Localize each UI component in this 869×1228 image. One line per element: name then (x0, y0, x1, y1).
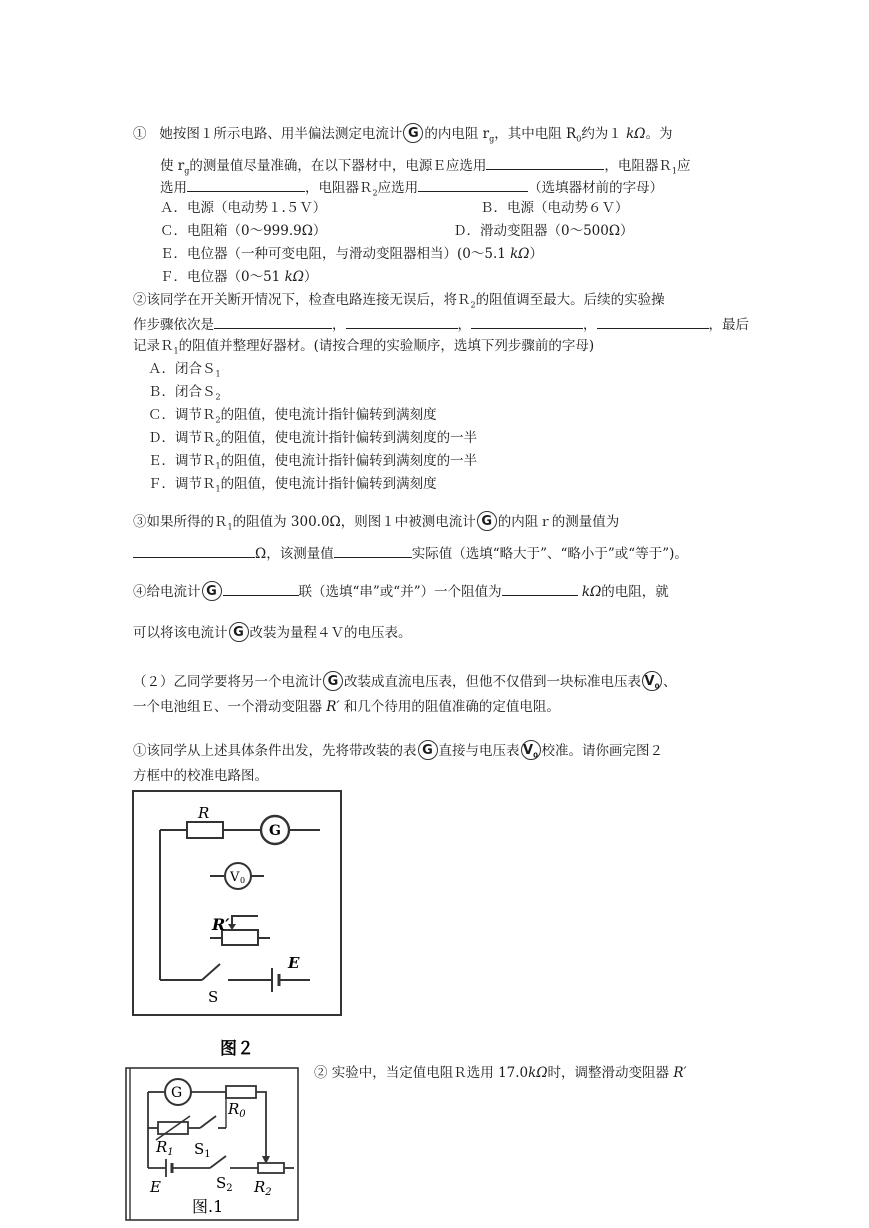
rheostat-label: R′ (212, 915, 230, 934)
step-e: Ｅ．调节Ｒ$_1$的阻值，使电流计指针偏转到满刻度的一半 (148, 453, 478, 471)
step-c: Ｃ．调节Ｒ$_2$的阻值，使电流计指针偏转到满刻度 (148, 407, 437, 425)
step-a: Ａ．闭合Ｓ$_1$ (148, 361, 221, 379)
option-a: Ａ．电源（电动势１.５Ｖ） (160, 200, 327, 216)
galvanometer-icon: G (229, 622, 249, 642)
galvanometer-icon: G (202, 581, 222, 601)
answer-blank-compare[interactable] (334, 543, 412, 558)
figure-2-frame (133, 791, 341, 1015)
switch-s-label: S (208, 988, 219, 1006)
galvanometer-label: G (269, 823, 281, 839)
voltmeter-icon: $V_0$ (642, 671, 662, 691)
resistor-r0-symbol (226, 1086, 256, 1098)
para-1-line-2: 使 $r_g$的测量值尽量准确，在以下器材中，电源Ｅ应选用 ，电阻器Ｒ$_1$应 (160, 155, 690, 181)
switch-s1-label: $S_1$ (194, 1140, 211, 1160)
para-5-line-1: （２）乙同学要将另一个电流计 G 改装成直流电压表，但他不仅借到一块标准电压表 $V_0$ 、 (133, 673, 677, 691)
galvanometer-icon: G (403, 123, 423, 143)
step-b: Ｂ．闭合Ｓ$_2$ (148, 384, 221, 402)
step-d: Ｄ．调节Ｒ$_2$的阻值，使电流计指针偏转到满刻度的一半 (148, 430, 478, 448)
para-1-line-3: 选用 ，电阻器Ｒ$_2$应选用 （选填器材前的字母） (160, 177, 663, 203)
resistor-r-label: R (198, 804, 210, 822)
para-6-line-2: 方框中的校准电路图。 (133, 768, 268, 784)
answer-blank-step-2[interactable] (346, 314, 458, 329)
figure-1-caption: 图.1 (192, 1197, 224, 1216)
galvanometer-icon: G (323, 671, 343, 691)
para-3-line-1: ③如果所得的Ｒ$_1$的阻值为 300.0Ω，则图１中被测电流计 G 的内阻ｒ的测量值为 (133, 513, 619, 537)
switch-s2-symbol (210, 1156, 226, 1168)
switch-s1-symbol (200, 1116, 216, 1128)
answer-blank-step-3[interactable] (471, 314, 583, 329)
answer-blank-step-1[interactable] (214, 314, 332, 329)
voltmeter-subscript: 0 (240, 876, 246, 885)
voltmeter-icon: $V_0$ (521, 740, 541, 760)
answer-blank-r1[interactable] (187, 177, 305, 192)
para-5-line-2: 一个电池组Ｅ、一个滑动变阻器 R′ 和几个待用的阻值准确的定值电阻。 (133, 699, 560, 715)
galvanometer-label: G (171, 1085, 183, 1101)
para-2-line-2: 作步骤依次是 ， ， ， ，最后 (133, 314, 749, 334)
answer-blank-power[interactable] (486, 155, 604, 170)
step-f: Ｆ．调节Ｒ$_1$的阻值，使电流计指针偏转到满刻度 (148, 476, 437, 494)
answer-blank-r2[interactable] (418, 177, 528, 192)
voltmeter-label: V (230, 870, 240, 885)
answer-blank-value[interactable] (502, 581, 578, 596)
para-2-line-1: ②该同学在开关断开情况下，检查电路连接无误后，将Ｒ$_2$的阻值调至最大。后续的实验操 (133, 292, 665, 310)
option-f: Ｆ．电位器（0～51 kΩ） (160, 269, 318, 285)
figure-2-calibration-circuit (132, 790, 346, 1060)
item-number: ① (133, 126, 147, 142)
option-d: Ｄ．滑动变阻器（0～500Ω） (453, 223, 634, 239)
resistor-r2-label: $R_2$ (254, 1178, 272, 1198)
battery-e-label: E (288, 954, 300, 972)
para-2-line-3: 记录Ｒ$_1$的阻值并整理好器材。(请按合理的实验顺序，选填下列步骤前的字母) (133, 338, 595, 356)
option-b: Ｂ．电源（电动势６Ｖ） (480, 200, 629, 216)
resistor-r1-label: $R_1$ (156, 1138, 174, 1158)
para-4-line-1: ④给电流计 G 联（选填“串”或“并”）一个阻值为 kΩ的电阻，就 (133, 581, 669, 601)
answer-blank-resistance[interactable] (133, 543, 255, 558)
galvanometer-icon: G (418, 740, 438, 760)
para-3-line-2: Ω，该测量值 实际值（选填“略大于”、“略小于”或“等于”)。 (133, 543, 688, 563)
galvanometer-icon: G (477, 511, 497, 531)
para-4-line-2: 可以将该电流计 G 改装为量程４Ｖ的电压表。 (133, 624, 412, 642)
figure-1-half-deflection-circuit (122, 1066, 302, 1224)
para-1-line-1: ① 她按图１所示电路、用半偏法测定电流计 G 的内电阻 $r_g$，其中电阻 $R_0$约为１ kΩ。为 (133, 125, 672, 149)
resistor-r2-symbol (258, 1163, 284, 1173)
resistor-r0-label: $R_0$ (228, 1100, 246, 1120)
para-6-line-1: ①该同学从上述具体条件出发，先将带改装的表 G 直接与电压表 $V_0$ 校准。请你画完图２ (133, 742, 663, 760)
switch-s-symbol (202, 964, 220, 980)
option-e: Ｅ．电位器（一种可变电阻，与滑动变阻器相当）(0～5.1 kΩ） (160, 246, 543, 262)
answer-blank-connection[interactable] (223, 581, 299, 596)
para-7-line-1: ② 实验中，当定值电阻Ｒ选用 17.0kΩ时，调整滑动变阻器 R′ (314, 1065, 687, 1081)
figure-2-caption: 图２ (220, 1039, 254, 1059)
answer-blank-step-4[interactable] (597, 314, 709, 329)
battery-e-label: E (150, 1178, 161, 1196)
switch-s2-label: $S_2$ (216, 1174, 233, 1194)
resistor-r-symbol (187, 822, 223, 838)
option-c: Ｃ．电阻箱（0～999.9Ω） (160, 223, 327, 239)
